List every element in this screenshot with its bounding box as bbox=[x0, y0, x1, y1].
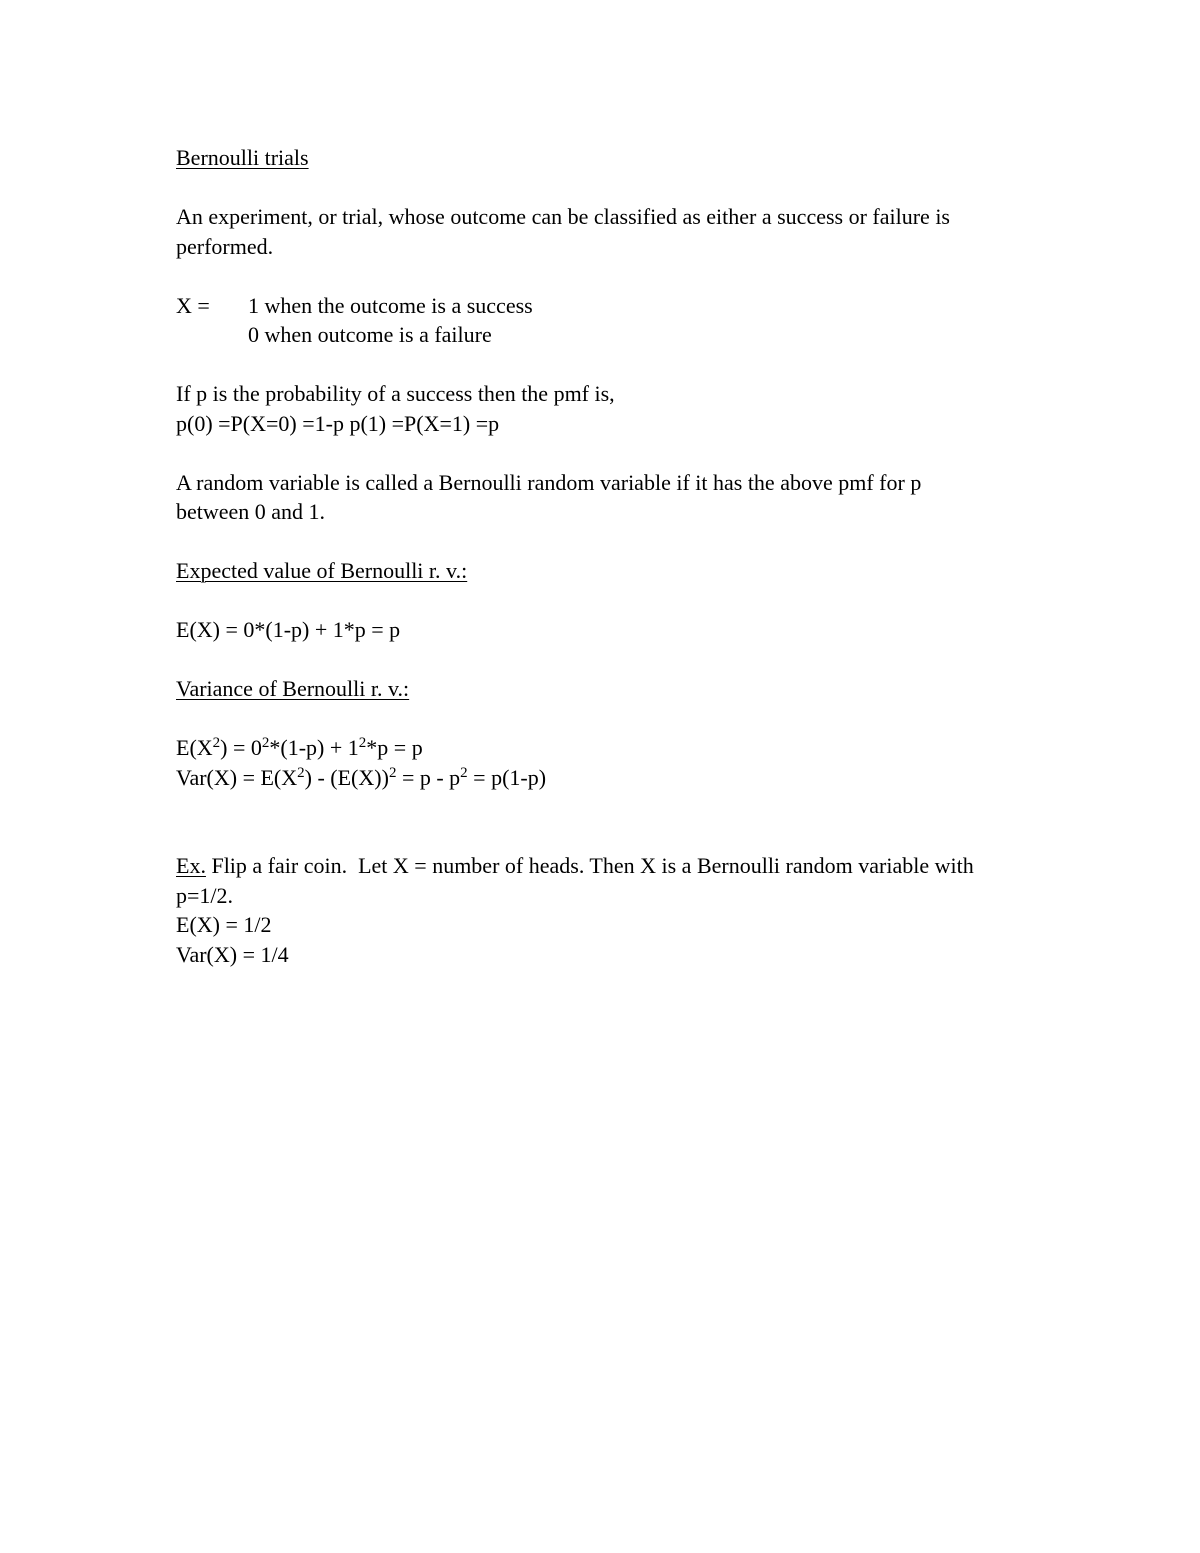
formula-exponent: 2 bbox=[460, 764, 468, 781]
spacer bbox=[176, 586, 1036, 616]
pmf-formula: p(0) =P(X=0) =1-p p(1) =P(X=1) =p bbox=[176, 410, 500, 436]
variance-heading: Variance of Bernoulli r. v.: bbox=[176, 676, 410, 701]
spacer bbox=[176, 645, 1036, 675]
spacer bbox=[176, 350, 1036, 380]
intro-line-1: An experiment, or trial, whose outcome can be classified as either a success or failure is bbox=[176, 204, 950, 229]
formula-part: ) = 0 bbox=[220, 735, 262, 760]
variance-formula bbox=[176, 763, 1036, 793]
example-expected-value: E(X) = 1/2 bbox=[176, 912, 272, 937]
formula-part: E(X bbox=[176, 735, 213, 760]
example-variance: Var(X) = 1/4 bbox=[176, 941, 289, 967]
document-body bbox=[176, 143, 1036, 969]
definition-label: X = bbox=[176, 292, 210, 318]
definition-case-1-text: 1 when the outcome is a success bbox=[248, 292, 533, 318]
example-label: Ex. bbox=[176, 853, 206, 878]
definition-case-1 bbox=[176, 291, 1036, 321]
formula-exponent: 2 bbox=[297, 764, 305, 781]
formula-exponent: 2 bbox=[358, 735, 367, 751]
formula-part: Var(X) = E(X bbox=[176, 764, 298, 790]
formula-part: *p = p bbox=[366, 735, 423, 760]
spacer bbox=[176, 792, 1036, 822]
spacer bbox=[176, 261, 1036, 291]
intro-line-2: performed. bbox=[176, 233, 274, 259]
second-moment-formula bbox=[176, 733, 1036, 763]
formula-exponent: 2 bbox=[212, 735, 221, 751]
formula-exponent: 2 bbox=[388, 764, 397, 781]
pmf-intro: If p is the probability of a success then the pmf is, bbox=[176, 381, 615, 406]
spacer bbox=[176, 173, 1036, 203]
formula-part: *(1-p) + 1 bbox=[269, 735, 359, 760]
example-line-1-text: Flip a fair coin. Let X = number of heads. Then X is a Bernoulli random variable with bbox=[205, 853, 974, 878]
expected-value-heading: Expected value of Bernoulli r. v.: bbox=[176, 558, 468, 583]
example-line-1 bbox=[176, 851, 1036, 881]
spacer bbox=[176, 527, 1036, 557]
rv-definition-line-1: A random variable is called a Bernoulli random variable if it has the above pmf for p bbox=[176, 469, 922, 495]
spacer bbox=[176, 822, 1036, 852]
definition-case-2: 0 when outcome is a failure bbox=[248, 322, 492, 347]
formula-part: = p - p bbox=[396, 764, 461, 790]
rv-definition-line-2: between 0 and 1. bbox=[176, 499, 326, 524]
formula-part: ) - (E(X)) bbox=[304, 764, 389, 790]
formula-part: = p(1-p) bbox=[467, 764, 547, 790]
example-line-2: p=1/2. bbox=[176, 882, 234, 908]
spacer bbox=[176, 704, 1036, 734]
spacer bbox=[176, 438, 1036, 468]
formula-exponent: 2 bbox=[261, 735, 270, 751]
document-heading: Bernoulli trials bbox=[176, 145, 309, 170]
expected-value-formula: E(X) = 0*(1-p) + 1*p = p bbox=[176, 617, 401, 642]
